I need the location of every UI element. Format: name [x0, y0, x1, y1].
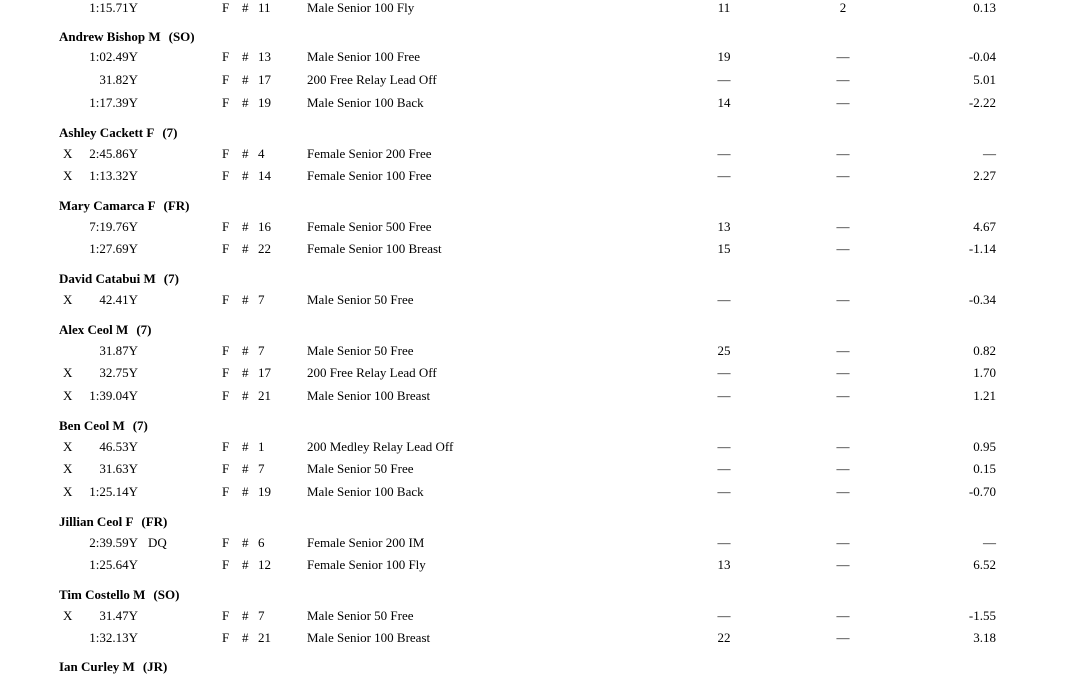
result-row — [0, 241, 1080, 257]
points: — — [836, 608, 850, 623]
points: — — [836, 388, 850, 403]
swim-time: 1:15.71Y — [89, 0, 138, 15]
swimmer-grade: (7) — [163, 271, 179, 286]
improvement: — — [983, 535, 996, 550]
event-number: 1 — [258, 439, 265, 454]
place: 25 — [717, 343, 731, 358]
points: — — [836, 95, 850, 110]
swimmer-name: David Catabui M — [59, 271, 156, 286]
result-row — [0, 292, 1080, 308]
points: — — [836, 484, 850, 499]
event-number: 7 — [258, 461, 265, 476]
event-name: Male Senior 100 Free — [307, 49, 421, 64]
result-row — [0, 608, 1080, 624]
improvement: -0.34 — [968, 292, 996, 307]
place: — — [717, 461, 731, 476]
swim-time: 31.63Y — [99, 461, 138, 476]
improvement: 2.27 — [973, 168, 996, 183]
swim-time: 1:32.13Y — [89, 630, 138, 645]
place: 15 — [717, 241, 731, 256]
event-hash: # — [242, 557, 249, 572]
swimmer-header — [59, 514, 167, 530]
swimmer-header — [59, 271, 179, 287]
final-code: F — [222, 168, 230, 183]
swim-time: 1:25.64Y — [89, 557, 138, 572]
swim-time: 1:39.04Y — [89, 388, 138, 403]
swimmer-name: Alex Ceol M — [59, 322, 129, 337]
place: — — [717, 168, 731, 183]
swim-time: 32.75Y — [99, 365, 138, 380]
result-row — [0, 146, 1080, 162]
points: — — [836, 72, 850, 87]
swimmer-header — [59, 198, 190, 214]
place: 13 — [717, 219, 731, 234]
points: — — [836, 146, 850, 161]
event-hash: # — [242, 365, 249, 380]
place: 19 — [717, 49, 731, 64]
result-row — [0, 461, 1080, 477]
event-name: Female Senior 100 Breast — [307, 241, 442, 256]
improvement: 1.21 — [973, 388, 996, 403]
event-number: 7 — [258, 343, 265, 358]
final-code: F — [222, 241, 230, 256]
swim-time: 1:25.14Y — [89, 484, 138, 499]
event-hash: # — [242, 0, 249, 15]
event-hash: # — [242, 95, 249, 110]
event-number: 19 — [258, 95, 271, 110]
unattached-flag: X — [63, 292, 73, 307]
swimmer-grade: (7) — [136, 322, 152, 337]
event-name: Female Senior 100 Free — [307, 168, 432, 183]
points: — — [836, 292, 850, 307]
final-code: F — [222, 608, 230, 623]
event-number: 22 — [258, 241, 271, 256]
final-code: F — [222, 439, 230, 454]
unattached-flag: X — [63, 461, 73, 476]
place: — — [717, 608, 731, 623]
points: — — [836, 241, 850, 256]
improvement: -0.04 — [968, 49, 996, 64]
improvement: — — [983, 146, 996, 161]
result-row — [0, 49, 1080, 65]
swimmer-name: Jillian Ceol F — [59, 514, 134, 529]
swimmer-name: Ashley Cackett F — [59, 125, 155, 140]
swimmer-grade: (7) — [132, 418, 148, 433]
result-row — [0, 0, 1080, 16]
final-code: F — [222, 557, 230, 572]
event-number: 4 — [258, 146, 265, 161]
event-name: Female Senior 500 Free — [307, 219, 432, 234]
event-number: 12 — [258, 557, 271, 572]
place: — — [717, 146, 731, 161]
improvement: 3.18 — [973, 630, 996, 645]
result-row — [0, 95, 1080, 111]
event-hash: # — [242, 72, 249, 87]
event-hash: # — [242, 630, 249, 645]
event-number: 13 — [258, 49, 271, 64]
place: — — [717, 484, 731, 499]
event-hash: # — [242, 343, 249, 358]
final-code: F — [222, 630, 230, 645]
place: 14 — [717, 95, 731, 110]
event-hash: # — [242, 388, 249, 403]
unattached-flag: X — [63, 439, 73, 454]
swim-time: 1:27.69Y — [89, 241, 138, 256]
event-hash: # — [242, 439, 249, 454]
improvement: 6.52 — [973, 557, 996, 572]
event-name: 200 Medley Relay Lead Off — [307, 439, 454, 454]
points: — — [836, 535, 850, 550]
swimmer-name: Andrew Bishop M — [59, 29, 161, 44]
points: — — [836, 365, 850, 380]
swim-time: 46.53Y — [99, 439, 138, 454]
place: — — [717, 292, 731, 307]
event-hash: # — [242, 484, 249, 499]
event-hash: # — [242, 146, 249, 161]
result-row — [0, 219, 1080, 235]
points: — — [836, 343, 850, 358]
swim-time: 2:45.86Y — [89, 146, 138, 161]
swimmer-name: Mary Camarca F — [59, 198, 156, 213]
swimmer-header — [59, 418, 148, 434]
improvement: 0.15 — [973, 461, 996, 476]
result-row — [0, 72, 1080, 88]
improvement: 0.13 — [973, 0, 996, 15]
event-name: Male Senior 50 Free — [307, 343, 414, 358]
event-number: 17 — [258, 365, 271, 380]
event-hash: # — [242, 168, 249, 183]
event-name: 200 Free Relay Lead Off — [307, 72, 437, 87]
swimmer-name: Tim Costello M — [59, 587, 146, 602]
event-number: 14 — [258, 168, 271, 183]
swimmer-grade: (SO) — [153, 587, 180, 602]
points: — — [836, 439, 850, 454]
result-row — [0, 557, 1080, 573]
place: — — [717, 535, 731, 550]
improvement: -2.22 — [968, 95, 996, 110]
final-code: F — [222, 365, 230, 380]
final-code: F — [222, 72, 230, 87]
swimmer-grade: (FR) — [163, 198, 190, 213]
swimmer-grade: (SO) — [168, 29, 195, 44]
final-code: F — [222, 292, 230, 307]
final-code: F — [222, 388, 230, 403]
swim-time: 42.41Y — [99, 292, 138, 307]
event-name: Male Senior 100 Breast — [307, 630, 431, 645]
unattached-flag: X — [63, 388, 73, 403]
event-name: Female Senior 200 Free — [307, 146, 432, 161]
swimmer-header — [59, 29, 195, 45]
improvement: 0.95 — [973, 439, 996, 454]
swim-time: 1:13.32Y — [89, 168, 138, 183]
event-hash: # — [242, 219, 249, 234]
event-name: Male Senior 100 Breast — [307, 388, 431, 403]
result-row — [0, 630, 1080, 646]
final-code: F — [222, 0, 230, 15]
event-number: 21 — [258, 630, 271, 645]
final-code: F — [222, 219, 230, 234]
event-hash: # — [242, 49, 249, 64]
dq-flag: DQ — [148, 535, 167, 550]
event-number: 11 — [258, 0, 271, 15]
points: — — [836, 219, 850, 234]
result-row — [0, 388, 1080, 404]
result-row — [0, 439, 1080, 455]
swimmer-grade: (JR) — [142, 659, 168, 674]
event-hash: # — [242, 292, 249, 307]
event-number: 7 — [258, 292, 265, 307]
place: — — [717, 439, 731, 454]
event-number: 21 — [258, 388, 271, 403]
swim-time: 2:39.59Y — [89, 535, 138, 550]
swimmer-header — [59, 659, 167, 675]
swimmer-grade: (FR) — [141, 514, 168, 529]
event-number: 17 — [258, 72, 271, 87]
swim-time: 1:17.39Y — [89, 95, 138, 110]
unattached-flag: X — [63, 365, 73, 380]
place: 11 — [717, 0, 731, 15]
swimmer-grade: (7) — [162, 125, 178, 140]
event-hash: # — [242, 241, 249, 256]
place: — — [717, 365, 731, 380]
event-name: Male Senior 50 Free — [307, 461, 414, 476]
final-code: F — [222, 49, 230, 64]
swim-time: 31.87Y — [99, 343, 138, 358]
unattached-flag: X — [63, 168, 73, 183]
event-name: Male Senior 100 Back — [307, 484, 424, 499]
points: 2 — [839, 0, 847, 15]
unattached-flag: X — [63, 146, 73, 161]
swim-time: 31.47Y — [99, 608, 138, 623]
swimmer-header — [59, 125, 178, 141]
event-number: 7 — [258, 608, 265, 623]
points: — — [836, 557, 850, 572]
final-code: F — [222, 146, 230, 161]
swim-time: 1:02.49Y — [89, 49, 138, 64]
result-row — [0, 535, 1080, 551]
points: — — [836, 461, 850, 476]
result-row — [0, 343, 1080, 359]
improvement: -1.14 — [968, 241, 996, 256]
final-code: F — [222, 95, 230, 110]
improvement: 0.82 — [973, 343, 996, 358]
event-name: Male Senior 50 Free — [307, 292, 414, 307]
event-number: 16 — [258, 219, 271, 234]
event-number: 6 — [258, 535, 265, 550]
swim-time: 31.82Y — [99, 72, 138, 87]
unattached-flag: X — [63, 608, 73, 623]
event-name: Male Senior 100 Fly — [307, 0, 415, 15]
improvement: 1.70 — [973, 365, 996, 380]
swimmer-header — [59, 587, 179, 603]
improvement: -1.55 — [968, 608, 996, 623]
result-row — [0, 484, 1080, 500]
event-name: Female Senior 200 IM — [307, 535, 425, 550]
event-name: Female Senior 100 Fly — [307, 557, 426, 572]
swimmer-name: Ian Curley M — [59, 659, 135, 674]
event-hash: # — [242, 608, 249, 623]
points: — — [836, 630, 850, 645]
event-hash: # — [242, 535, 249, 550]
unattached-flag: X — [63, 484, 73, 499]
event-number: 19 — [258, 484, 271, 499]
result-row — [0, 168, 1080, 184]
points: — — [836, 168, 850, 183]
swimmer-header — [59, 322, 151, 338]
event-name: Male Senior 100 Back — [307, 95, 424, 110]
result-row — [0, 365, 1080, 381]
final-code: F — [222, 343, 230, 358]
final-code: F — [222, 484, 230, 499]
place: 22 — [717, 630, 731, 645]
improvement: 4.67 — [973, 219, 996, 234]
improvement: 5.01 — [973, 72, 996, 87]
improvement: -0.70 — [968, 484, 996, 499]
swim-time: 7:19.76Y — [89, 219, 138, 234]
place: — — [717, 388, 731, 403]
place: — — [717, 72, 731, 87]
swimmer-name: Ben Ceol M — [59, 418, 125, 433]
final-code: F — [222, 461, 230, 476]
final-code: F — [222, 535, 230, 550]
place: 13 — [717, 557, 731, 572]
event-name: 200 Free Relay Lead Off — [307, 365, 437, 380]
points: — — [836, 49, 850, 64]
event-name: Male Senior 50 Free — [307, 608, 414, 623]
event-hash: # — [242, 461, 249, 476]
